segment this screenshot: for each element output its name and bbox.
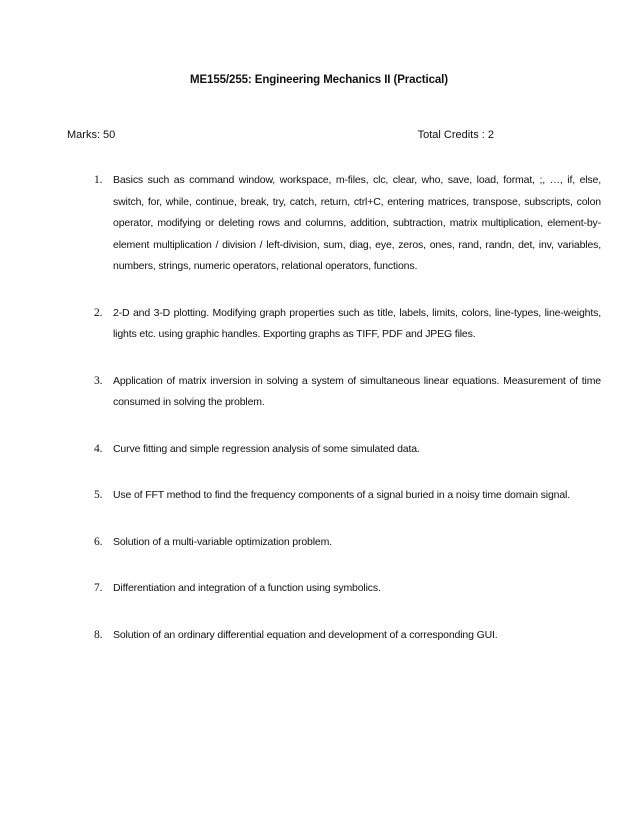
list-item [0,532,601,554]
item-number: 6. [94,535,103,548]
list-item [0,578,601,600]
item-number: 1. [94,174,103,186]
list-item [0,371,601,414]
item-text: Curve fitting and simple regression analysis of some simulated data. [113,442,420,455]
list-item [0,625,601,647]
item-text: Basics such as command window, workspace, m-files, clc, clear, who, save, load, format, ;, …, if, else, switch, for, while, continue, break, try, catch, return, ctrl+C, entering matrices, transpose, subscripts, colon operator, modifying or deleting rows and columns, addition, subtraction, matrix multiplication, element-by-element multiplication / division / left-division, sum, diag, eye, zeros, ones, rand, randn, det, inv, variables, numbers, strings, numeric operators, relational operators, functions. [113,174,601,272]
item-text: Application of matrix inversion in solving a system of simultaneous linear equations. Measurement of time consumed in solving the problem. [113,374,601,408]
page-title: ME155/255: Engineering Mechanics II (Practical) [190,74,448,86]
item-text: 2-D and 3-D plotting. Modifying graph properties such as title, labels, limits, colors, line-types, line-weights, lights etc. using graphic handles. Exporting graphs as TIFF, PDF and JPEG files. [113,306,601,340]
item-text: Differentiation and integration of a function using symbolics. [113,582,381,594]
item-number: 3. [94,374,103,387]
item-number: 4. [94,442,103,455]
item-text: Solution of an ordinary differential equation and development of a corresponding GUI. [113,628,498,641]
item-text: Use of FFT method to find the frequency components of a signal buried in a noisy time domain signal. [113,489,570,501]
item-number: 7. [94,582,103,594]
item-number: 8. [94,628,103,641]
list-item [0,170,601,278]
syllabus-list [0,170,638,671]
item-number: 2. [94,306,103,319]
total-credits-label: Total Credits : 2 [417,129,494,141]
course-meta [67,129,494,141]
list-item [0,485,601,507]
item-text: Solution of a multi-variable optimization problem. [113,535,332,548]
list-item [0,439,601,461]
list-item [0,303,601,346]
marks-label: Marks: 50 [67,129,116,141]
item-number: 5. [94,489,103,501]
